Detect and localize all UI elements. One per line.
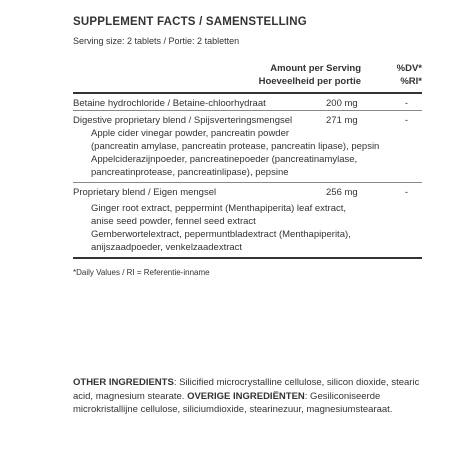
nutrient-row [73, 110, 422, 127]
serving-size: Serving size: 2 tablets / Portie: 2 tabletten [73, 36, 240, 46]
panel-title: SUPPLEMENT FACTS / SAMENSTELLING [73, 16, 307, 28]
ingredient-line: Appelciderazijnpoeder, pancreatinepoeder (pancreatinamylase, [91, 154, 358, 165]
ingredient-line: anise seed powder, fennel seed extract [91, 216, 256, 227]
nutrient-dv: - [404, 187, 408, 198]
nutrient-dv: - [404, 98, 408, 109]
ingredient-line: Ginger root extract, peppermint (Menthapiperita) leaf extract, [91, 203, 347, 214]
nutrient-row [73, 182, 422, 199]
ingredient-line: anijszaadpoeder, venkelzaadextract [91, 242, 243, 253]
other-ingredients-label-en: OTHER INGREDIENTS [73, 377, 174, 388]
ingredient-line: pancreatinprotease, pancreatinlipase), pepsine [91, 167, 289, 178]
ingredient-line: Apple cider vinegar powder, pancreatin powder [91, 128, 290, 139]
nutrient-amount: 256 mg [326, 187, 358, 198]
bottom-rule [73, 257, 422, 259]
dv-header-nl: %RI* [400, 76, 422, 87]
amount-header-nl: Hoeveelheid per portie [258, 76, 361, 87]
nutrient-amount: 200 mg [326, 98, 358, 109]
amount-header-en: Amount per Serving [270, 63, 361, 74]
other-ingredients-text-en: : Silicified microcrystalline cellulose, silicon dioxide, stearic acid, magnesium stearate. [73, 377, 420, 402]
ingredient-line: (pancreatin amylase, pancreatin protease, pancreatin lipase), pepsin [91, 141, 380, 152]
nutrient-name: Betaine hydrochloride / Betaine-chloorhydraat [73, 98, 266, 109]
nutrient-row [73, 94, 422, 110]
nutrient-name: Digestive proprietary blend / Spijsverteringsmengsel [73, 115, 293, 126]
other-ingredients-text-nl: : Gesiliconiseerde microkristallijne cellulose, siliciumdioxide, stearinezuur, magnesiumstearaat. [73, 390, 393, 415]
other-ingredients-label-nl: OVERIGE INGREDIËNTEN [187, 390, 305, 402]
dv-header-en: %DV* [396, 63, 422, 74]
nutrient-dv: - [404, 115, 408, 126]
nutrient-amount: 271 mg [326, 115, 358, 126]
column-header [73, 63, 422, 89]
ingredient-line: Gemberwortelextract, pepermuntbladextract (Menthapiperita), [91, 229, 351, 240]
other-ingredients [73, 376, 423, 417]
footnote: *Daily Values / RI = Referentie-inname [73, 268, 210, 277]
supplement-facts-panel [73, 15, 422, 278]
nutrient-name: Proprietary blend / Eigen mengsel [73, 187, 217, 198]
